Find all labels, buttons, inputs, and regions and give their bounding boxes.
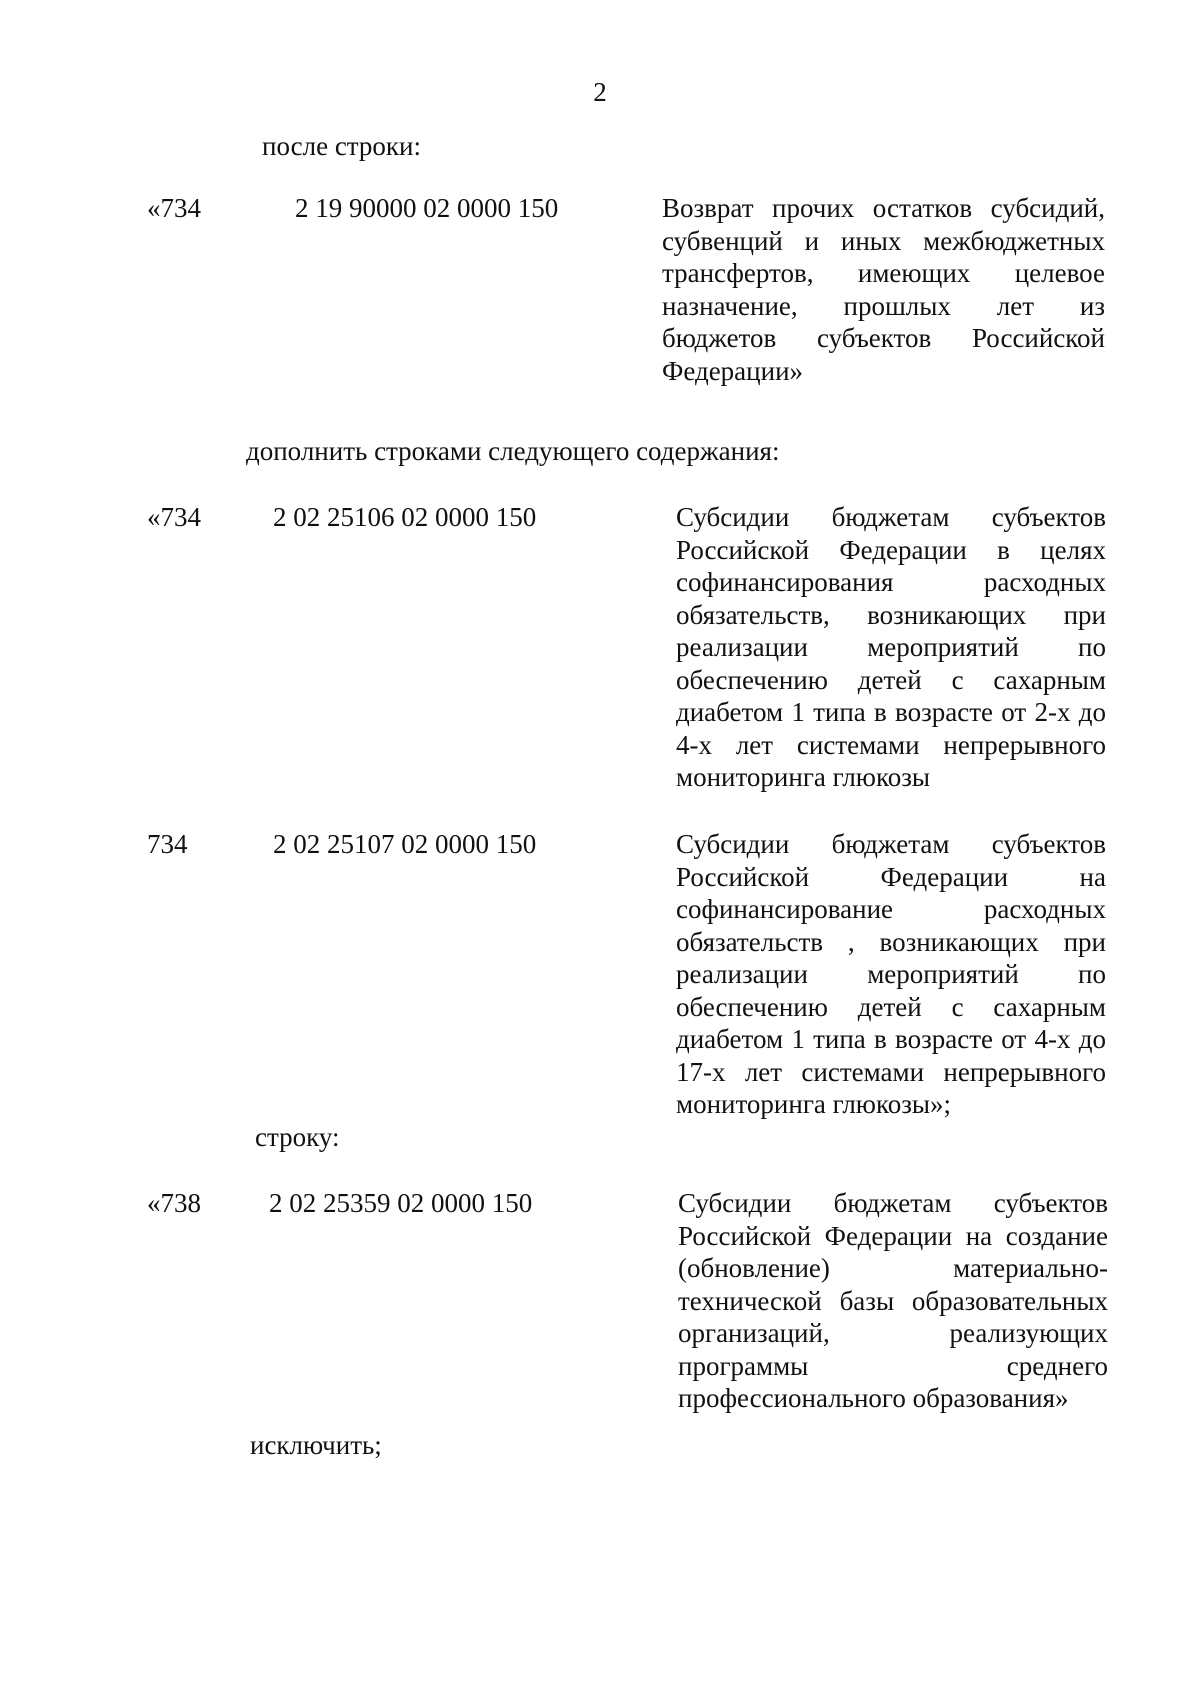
description-line: реализации мероприятий по	[676, 959, 1106, 989]
removed-row-code: «738	[147, 1188, 201, 1218]
description-line: реализации мероприятий по	[676, 632, 1106, 662]
description-line: обязательств, возникающих при	[676, 599, 1106, 630]
existing-row-description	[662, 192, 1105, 387]
description-line: Российской Федерации в целях	[676, 534, 1106, 565]
new-row-2-description	[676, 828, 1106, 1121]
description-line: трансфертов, имеющих целевое	[662, 258, 1105, 288]
page-number: 2	[593, 77, 607, 107]
description-line: мониторинга глюкозы	[676, 762, 931, 792]
description-line: Возврат прочих остатков субсидий,	[662, 193, 1105, 223]
description-line: назначение, прошлых лет из	[662, 290, 1105, 321]
new-row-2-code: 734	[147, 829, 188, 859]
intro-after-line: после строки:	[262, 131, 421, 161]
description-line: технической базы образовательных	[678, 1285, 1108, 1316]
description-line: Субсидии бюджетам субъектов	[676, 829, 1106, 859]
description-line: профессионального образования»	[678, 1383, 1069, 1413]
exclude-word: исключить;	[250, 1430, 382, 1460]
description-line: диабетом 1 типа в возрасте от 4-х до	[676, 1024, 1106, 1054]
removed-row-kbk: 2 02 25359 02 0000 150	[269, 1188, 533, 1218]
description-line: Российской Федерации на	[676, 861, 1106, 892]
description-line: организаций, реализующих	[678, 1318, 1108, 1348]
description-line: 17-х лет системами непрерывного	[676, 1056, 1106, 1087]
description-line: программы среднего	[678, 1350, 1108, 1381]
new-row-2-kbk: 2 02 25107 02 0000 150	[273, 829, 537, 859]
new-row-1-description	[676, 501, 1106, 794]
description-line: Субсидии бюджетам субъектов	[676, 502, 1106, 532]
description-line: обеспечению детей с сахарным	[676, 664, 1106, 695]
description-line: мониторинга глюкозы»;	[676, 1089, 952, 1119]
description-line: диабетом 1 типа в возрасте от 2-х до	[676, 697, 1106, 727]
description-line: софинансирование расходных	[676, 894, 1106, 924]
description-line: Субсидии бюджетам субъектов	[678, 1188, 1108, 1218]
description-line: бюджетов субъектов Российской	[662, 323, 1105, 353]
existing-row-kbk: 2 19 90000 02 0000 150	[295, 193, 559, 223]
description-line: обеспечению детей с сахарным	[676, 991, 1106, 1022]
intro-add-rows: дополнить строками следующего содержания:	[246, 436, 780, 466]
removed-row-description	[678, 1187, 1108, 1415]
new-row-1-kbk: 2 02 25106 02 0000 150	[273, 502, 537, 532]
description-line: (обновление) материально-	[678, 1253, 1108, 1283]
description-line: обязательств , возникающих при	[676, 926, 1106, 957]
description-line: Федерации»	[662, 355, 804, 386]
description-line: 4-х лет системами непрерывного	[676, 729, 1106, 760]
existing-row-code: «734	[147, 193, 201, 223]
description-line: Российской Федерации на создание	[678, 1220, 1108, 1251]
new-row-1-code: «734	[147, 502, 201, 532]
intro-line: строку:	[255, 1122, 340, 1152]
description-line: субвенций и иных межбюджетных	[662, 225, 1105, 256]
description-line: софинансирования расходных	[676, 567, 1106, 597]
